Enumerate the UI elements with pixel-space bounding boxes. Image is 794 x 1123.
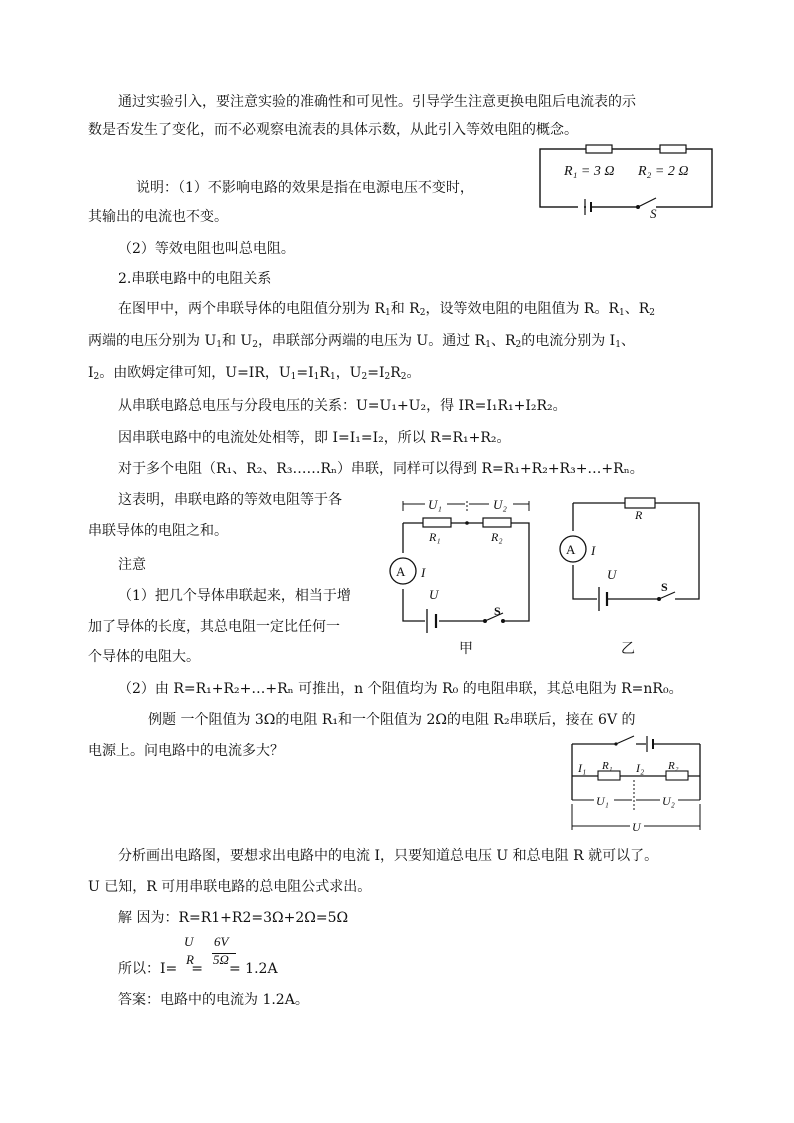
jia-u2-label: U₂ — [493, 497, 507, 512]
circuit-figure-yi — [555, 493, 705, 663]
notice-1-line-2: 加了导体的长度，其总电阻一定比任何一 — [88, 619, 340, 635]
notice-title: 注意 — [118, 557, 146, 573]
jia-r2-label: R₂ — [491, 530, 503, 544]
notice-1-line-3: 个导体的电阻大。 — [88, 649, 200, 665]
r1-label-top: R₁ = 3 Ω — [564, 164, 615, 179]
ex-i1-label: I₁ — [578, 761, 587, 775]
notice-2: （2）由 R=R₁+R₂+…+Rₙ 可推出，n 个阻值均为 R₀ 的电阻串联，其总电阻为 R=nR₀。 — [118, 681, 683, 697]
para6-line-2: 串联导体的电阻之和。 — [88, 523, 228, 539]
yi-caption: 乙 — [621, 642, 635, 657]
yi-current-label: I — [591, 543, 596, 558]
jia-caption: 甲 — [459, 642, 473, 657]
intro-line-1: 通过实验引入，要注意实验的准确性和可见性。引导学生注意更换电阻后电流表的示 — [118, 94, 636, 110]
example-line-1: 例题 一个阻值为 3Ω的电阻 R₁和一个阻值为 2Ω的电阻 R₂串联后，接在 6V 的 — [148, 712, 636, 728]
ex-r1-label: R₁ — [602, 760, 613, 772]
para2-line-1: 在图甲中，两个串联导体的电阻值分别为 $R_1$和 $R_2$，设等效电阻的电阻值为 R。$R_1$、$R_2$ — [118, 301, 656, 318]
para4: 因串联电路中的电流处处相等，即 I=I₁=I₂，所以 R=R₁+R₂。 — [118, 430, 511, 446]
ex-u2-label: U₂ — [662, 794, 675, 808]
solution-line: 解 因为：R=R1+R2=3Ω+2Ω=5Ω — [118, 910, 349, 926]
fraction-2-bar — [212, 953, 236, 954]
switch-label-top: S — [650, 206, 657, 221]
jia-ammeter-symbol: A — [396, 564, 406, 579]
note-line-3: （2）等效电阻也叫总电阻。 — [118, 241, 295, 257]
para2-line-3: $I_2$。由欧姆定律可知，U=IR，$U_1=I_1R_1$，$U_2=I_2R_2$。 — [88, 365, 421, 382]
yi-ammeter-symbol: A — [566, 542, 576, 557]
example-line-2: 电源上。问电路中的电流多大？ — [88, 743, 284, 759]
notice-1-line-1: （1）把几个导体串联起来，相当于增 — [118, 588, 351, 604]
analysis-line-2: U 已知，R 可用串联电路的总电阻公式求出。 — [88, 879, 372, 895]
note-line-1: 说明：（1）不影响电路的效果是指在电源电压不变时， — [136, 180, 474, 196]
circuit-figure-example — [568, 740, 704, 832]
circuit-figure-top — [538, 145, 716, 221]
jia-switch-label: S — [494, 604, 501, 618]
fraction-1-denominator: R — [186, 952, 194, 967]
fraction-1-numerator: U — [184, 934, 194, 949]
answer-line: 答案：电路中的电流为 1.2A。 — [118, 992, 309, 1008]
para3: 从串联电路总电压与分段电压的关系：U=U₁+U₂，得 IR=I₁R₁+I₂R₂。 — [118, 398, 567, 414]
jia-current-label: I — [421, 565, 426, 580]
para5: 对于多个电阻（R₁、R₂、R₃……Rₙ）串联，同样可以得到 R=R₁+R₂+R₃+…+Rₙ。 — [118, 461, 644, 477]
yi-switch-label: S — [661, 580, 668, 594]
r2-label-top: R₂ = 2 Ω — [638, 164, 689, 179]
para2-line-2: 两端的电压分别为 $U_1$和 $U_2$，串联部分两端的电压为 U。通过 $R_1$、$R_2$的电流分别为 $I_1$、 — [88, 333, 635, 350]
ex-u1-label: U₁ — [596, 794, 609, 808]
analysis-line-1: 分析画出电路图，要想求出电路中的电流 I，只要知道总电压 U 和总电阻 R 就可以了。 — [118, 848, 659, 864]
solution-result: 所以：I= = = 1.2A — [118, 961, 278, 977]
intro-line-2: 数是否发生了变化，而不必观察电流表的具体示数，从此引入等效电阻的概念。 — [88, 122, 578, 138]
ex-r2-label: R₂ — [668, 760, 679, 772]
jia-u1-label: U₁ — [428, 497, 442, 512]
circuit-figure-jia — [385, 493, 545, 663]
note-line-2: 其输出的电流也不变。 — [88, 209, 228, 225]
yi-r-label: R — [635, 508, 643, 522]
yi-voltage-label: U — [607, 567, 617, 582]
jia-r1-label: R₁ — [429, 530, 441, 544]
section-heading: 2.串联电路中的电阻关系 — [118, 271, 272, 287]
ex-u-label: U — [632, 820, 641, 834]
fraction-2-denominator: 5Ω — [213, 952, 229, 967]
para6-line-1: 这表明，串联电路的等效电阻等于各 — [118, 492, 342, 508]
jia-voltage-label: U — [429, 587, 439, 602]
fraction-2-numerator: 6V — [214, 934, 229, 949]
ex-i2-label: I₂ — [636, 761, 645, 775]
